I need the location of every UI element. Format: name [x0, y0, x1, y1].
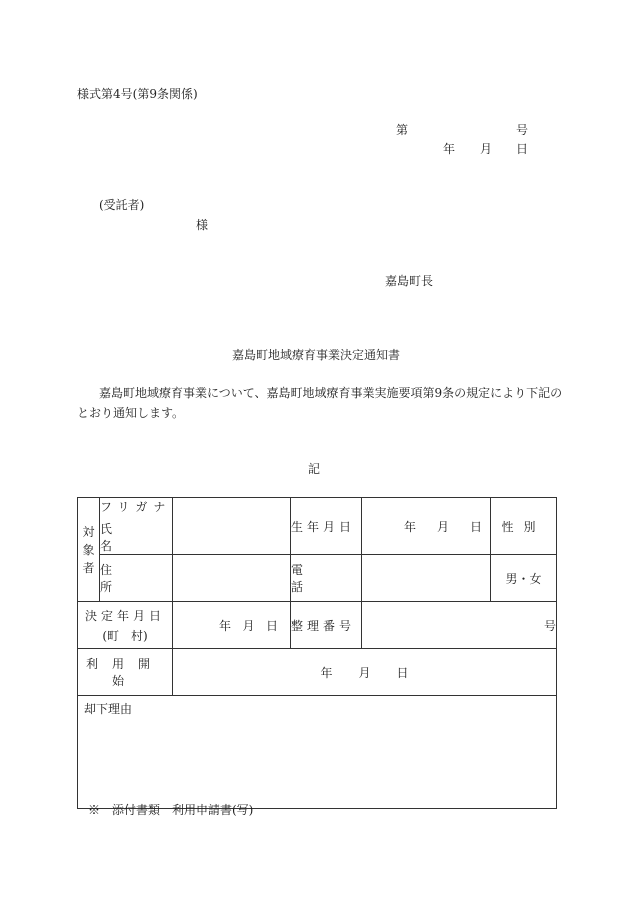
start-date-ymd [173, 664, 556, 681]
address-value-cell[interactable] [173, 555, 291, 602]
address-label: 住所 [100, 563, 147, 594]
phone-value-cell[interactable] [362, 555, 491, 602]
decision-date-label-cell [78, 602, 173, 649]
decision-year: 年 [219, 618, 232, 633]
name-label-row [100, 520, 172, 554]
reference-suffix: 号 [543, 618, 556, 633]
decision-month: 月 [242, 618, 255, 633]
recipient-honorific: 様 [196, 218, 209, 232]
table-row [78, 649, 557, 696]
start-month: 月 [358, 665, 371, 680]
date-month: 月 [480, 142, 493, 156]
gender-options: 男・女 [505, 571, 542, 586]
start-date-value-cell[interactable] [173, 649, 557, 696]
name-label: 氏名 [100, 522, 147, 553]
ki-mark: 記 [308, 462, 321, 476]
reference-label-cell [291, 602, 362, 649]
table-row [78, 498, 557, 555]
rejection-reason-cell[interactable] [78, 696, 557, 809]
birthdate-value-cell[interactable] [362, 498, 491, 555]
decision-date-value-cell[interactable] [173, 602, 291, 649]
furigana-label: フリガナ [100, 500, 172, 514]
table-row [78, 602, 557, 649]
issuer: 嘉島町長 [385, 274, 434, 288]
address-label-cell [100, 555, 173, 602]
decision-date-label: 決定年月日 [84, 608, 165, 623]
decision-date-sub: (町 村) [102, 628, 148, 643]
notice-form-table [77, 497, 557, 809]
reference-label: 整理番号 [291, 618, 356, 633]
name-value-cell[interactable] [173, 498, 291, 555]
rejection-label: 却下理由 [84, 702, 133, 716]
doc-number-suffix: 号 [516, 123, 529, 137]
birthdate-ymd [362, 518, 490, 535]
body-text-line1: 嘉島町地域療育事業について、嘉島町地域療育事業実施要項第9条の規定により下記の [99, 386, 563, 400]
subject-label: 対象者 [82, 524, 95, 575]
table-row [78, 696, 557, 809]
date-day: 日 [516, 142, 529, 156]
birthdate-month: 月 [436, 519, 449, 534]
phone-label-cell [291, 555, 362, 602]
birthdate-year: 年 [404, 519, 417, 534]
birthdate-day: 日 [469, 519, 482, 534]
document-title: 嘉島町地域療育事業決定通知書 [232, 348, 401, 362]
decision-date-ymd [173, 617, 290, 634]
gender-options-cell[interactable] [491, 555, 557, 602]
attachment-note: ※ 添付書類 利用申請書(写) [88, 803, 254, 817]
birthdate-label: 生年月日 [291, 519, 356, 534]
decision-day: 日 [265, 618, 278, 633]
furigana-label-row [100, 498, 172, 515]
subject-label-cell [78, 498, 100, 602]
start-day: 日 [396, 665, 409, 680]
gender-label-cell [491, 498, 557, 555]
birthdate-label-cell [291, 498, 362, 555]
start-label: 利用開始 [85, 657, 164, 688]
phone-label: 電話 [291, 563, 338, 594]
gender-label: 性別 [501, 519, 546, 534]
start-label-cell [78, 649, 173, 696]
reference-value-cell[interactable] [362, 602, 557, 649]
body-text-line2: とおり通知します。 [77, 406, 185, 420]
table-row [78, 555, 557, 602]
form-number: 様式第4号(第9条関係) [77, 87, 198, 101]
furigana-name-label-cell [100, 498, 173, 555]
recipient-label: (受託者) [99, 198, 145, 212]
doc-number-prefix: 第 [396, 123, 409, 137]
date-year: 年 [443, 142, 456, 156]
start-year: 年 [320, 665, 333, 680]
